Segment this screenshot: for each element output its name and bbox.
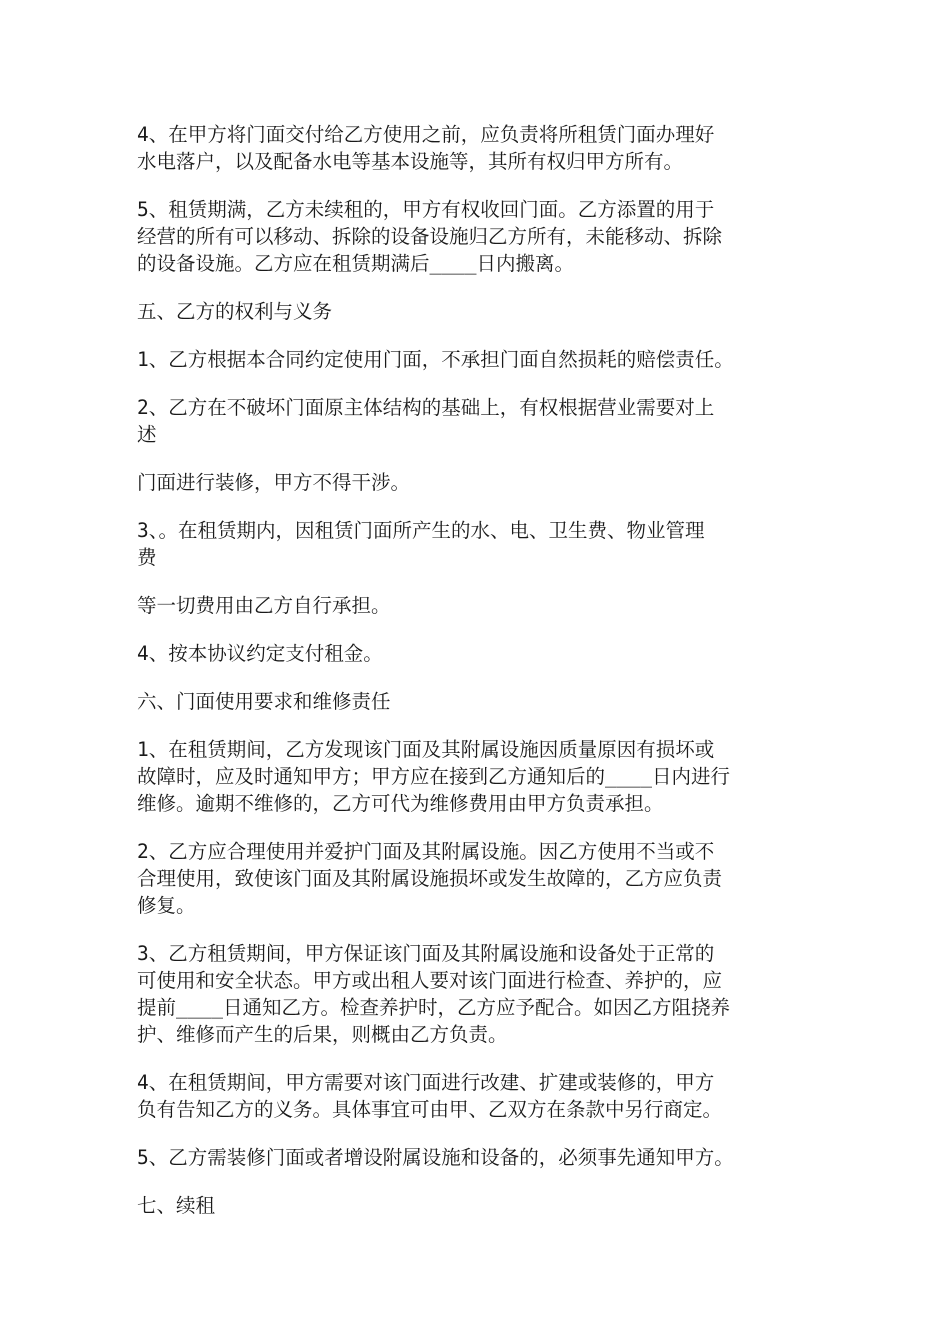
clause-4-utilities: 4、在甲方将门面交付给乙方使用之前，应负责将所租赁门面办理好 水电落户，以及配备水电等基本设施等，其所有权归甲方所有。 xyxy=(137,123,715,173)
maintenance-clause-1: 1、在租赁期间，乙方发现该门面及其附属设施因质量原因有损坏或 故障时，应及时通知甲方；甲方应在接到乙方通知后的____日内进行 维修。逾期不维修的，乙方可代为维修费用由甲方负责承担。 xyxy=(137,738,730,815)
tenant-clause-3-cont: 等一切费用由乙方自行承担。 xyxy=(137,594,391,617)
section-heading-6: 六、门面使用要求和维修责任 xyxy=(137,690,391,713)
document-body xyxy=(137,121,817,1219)
tenant-clause-3: 3、。在租赁期内，因租赁门面所产生的水、电、卫生费、物业管理 费 xyxy=(137,519,705,569)
maintenance-clause-2: 2、乙方应合理使用并爱护门面及其附属设施。因乙方使用不当或不 合理使用，致使该门面及其附属设施损坏或发生故障的，乙方应负责 修复。 xyxy=(137,840,723,917)
maintenance-clause-5: 5、乙方需装修门面或者增设附属设施和设备的，必须事先通知甲方。 xyxy=(137,1146,734,1169)
section-heading-5: 五、乙方的权利与义务 xyxy=(137,300,333,323)
tenant-clause-2-cont: 门面进行装修，甲方不得干涉。 xyxy=(137,471,411,494)
tenant-clause-1: 1、乙方根据本合同约定使用门面，不承担门面自然损耗的赔偿责任。 xyxy=(137,348,734,371)
maintenance-clause-3: 3、乙方租赁期间，甲方保证该门面及其附属设施和设备处于正常的 可使用和安全状态。甲方或出租人要对该门面进行检查、养护的，应 提前____日通知乙方。检查养护时，乙方应予配合。如因乙方阻挠养 护、维修而产生的后果，则概由乙方负责。 xyxy=(137,942,730,1046)
tenant-clause-2: 2、乙方在不破坏门面原主体结构的基础上，有权根据营业需要对上 述 xyxy=(137,396,715,446)
maintenance-clause-4: 4、在租赁期间，甲方需要对该门面进行改建、扩建或装修的，甲方 负有告知乙方的义务。具体事宜可由甲、乙双方在条款中另行商定。 xyxy=(137,1071,723,1121)
clause-5-lease-expiry: 5、租赁期满，乙方未续租的，甲方有权收回门面。乙方添置的用于 经营的所有可以移动、拆除的设备设施归乙方所有，未能移动、拆除 的设备设施。乙方应在租赁期满后____日内搬离。 xyxy=(137,198,723,275)
tenant-clause-4: 4、按本协议约定支付租金。 xyxy=(137,642,383,665)
section-heading-7: 七、续租 xyxy=(137,1194,216,1217)
